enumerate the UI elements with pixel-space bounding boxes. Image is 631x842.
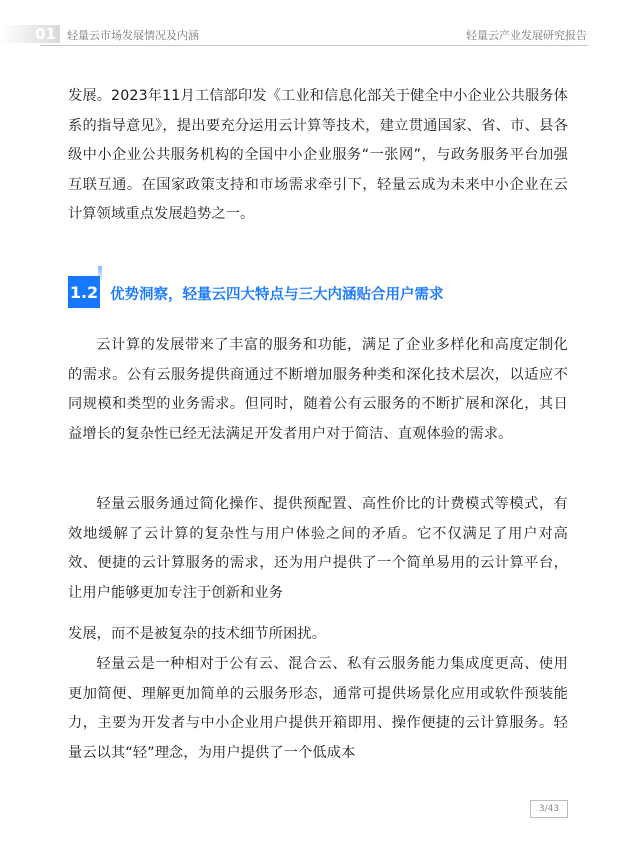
section-heading — [68, 272, 568, 309]
body-paragraph-1: 发展。2023年11月工信部印发《工业和信息化部关于健全中小企业公共服务体系的指导意见》，提出要充分运用云计算等技术，建立贯通国家、省、市、县各级中小企业公共服务机构的全国中小企业服务“一张网”，与政务服务平台加强互联互通。在国家政策支持和市场需求牵引下，轻量云成为未来中小企业在云计算领域重点发展趋势之一。 — [68, 88, 568, 223]
chapter-number-badge: 01 — [0, 25, 60, 43]
section-title: 优势洞察，轻量云四大特点与三大内涵贴合用户需求 — [110, 287, 444, 303]
header-divider — [40, 45, 588, 46]
body-paragraph-4: 轻量云是一种相对于公有云、混合云、私有云服务能力集成度更高、使用更加简便、理解更加简单的云服务形态，通常可提供场景化应用或软件预装能力，主要为开发者与中小企业用户提供开箱即用、操作便捷的云计算服务。轻量云以其“轻”理念，为用户提供了一个低成本 — [68, 656, 568, 761]
body-paragraph-2: 云计算的发展带来了丰富的服务和功能，满足了企业多样化和高度定制化的需求。公有云服务提供商通过不断增加服务种类和深化技术层次，以适应不同规模和类型的业务需求。但同时，随着公有云服务的不断扩展和深化，其日益增长的复杂性已经无法满足开发者用户对于简洁、直观体验的需求。 — [68, 337, 568, 442]
chapter-title: 轻量云市场发展情况及内涵 — [67, 29, 199, 42]
body-paragraph-3-continued: 发展，而不是被复杂的技术细节所困扰。 — [68, 626, 327, 642]
section-number: 1.2 — [68, 276, 100, 308]
page-header — [0, 0, 631, 48]
page-number: 3/43 — [530, 800, 568, 818]
report-title: 轻量云产业发展研究报告 — [466, 29, 587, 42]
body-paragraph-3: 轻量云服务通过简化操作、提供预配置、高性价比的计费模式等模式，有效地缓解了云计算的复杂性与用户体验之间的矛盾。它不仅满足了用户对高效、便捷的云计算服务的需求，还为用户提供了一个简单易用的云计算平台，让用户能够更加专注于创新和业务 — [68, 496, 568, 601]
